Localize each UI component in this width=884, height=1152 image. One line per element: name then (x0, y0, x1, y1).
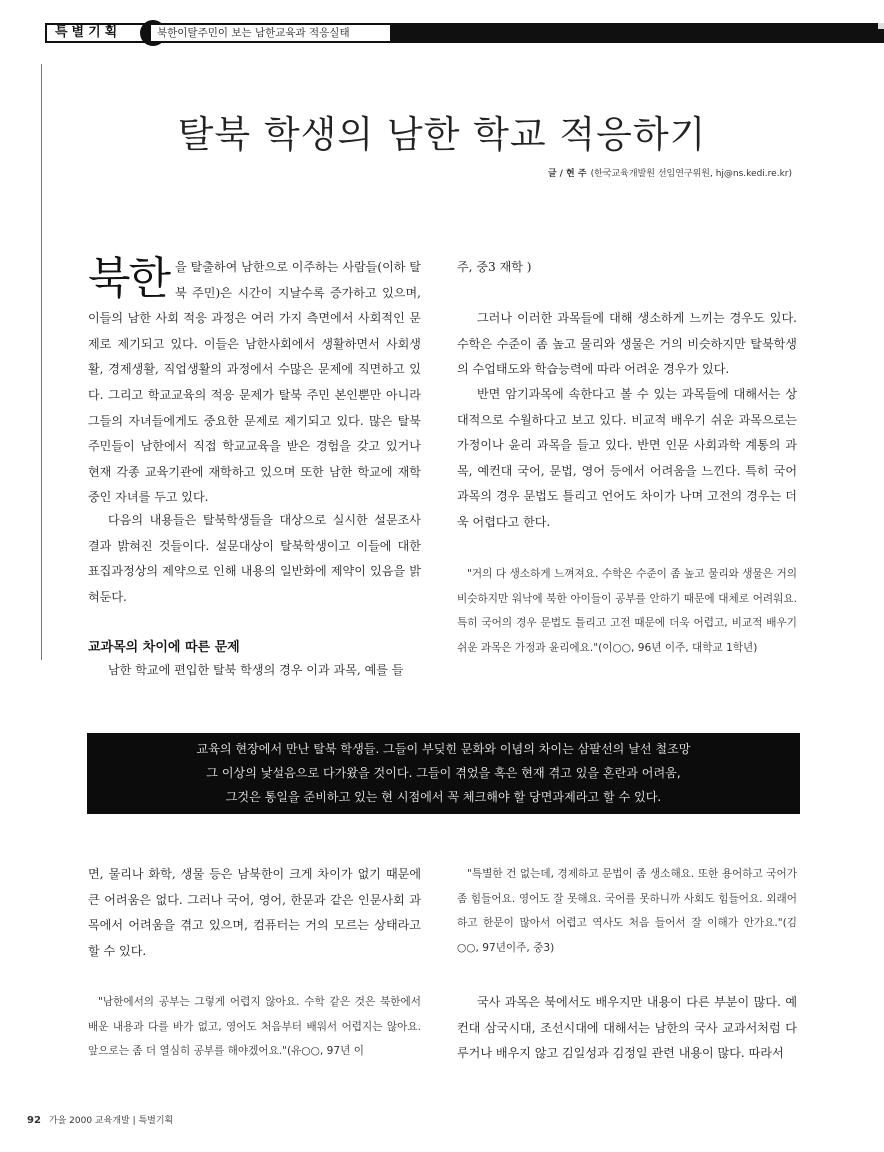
memorization-subjects-paragraph: 반면 암기과목에 속한다고 볼 수 있는 과목들에 대해서는 상대적으로 수월하다고 보고 있다. 비교적 배우기 쉬운 과목으로는 가정이나 윤리 과목을 들고 있다. 반면 인문 사회과학 계통의 과목, 예컨대 국어, 문법, 영어 등에서 어려움을 느낀다. 특히 국어 과목의 경우 문법도 틀리고 언어도 차이가 나며 고전의 경우는 더욱 어렵다고 한다. (457, 387, 797, 529)
continuation-line: 주, 중3 재학 ) (457, 260, 532, 274)
drop-cap: 북한 (88, 253, 170, 304)
header-corner-mark (878, 23, 884, 29)
section-header-bar (45, 23, 884, 43)
article-title: 탈북 학생의 남한 학교 적응하기 (177, 113, 707, 156)
page-footer (27, 1113, 173, 1126)
subject-paragraph-continued: 면, 물리나 화학, 생물 등은 남북한이 크게 차이가 없기 때문에 큰 어려움은 없다. 그러나 국어, 영어, 한문과 같은 인문사회 과목에서 어려움을 겪고 있으며, 컴퓨터는 거의 모르는 상태라고 할 수 있다. (88, 867, 421, 958)
pull-quote-line: 교육의 현장에서 만난 탈북 학생들. 그들이 부딪힌 문화와 이념의 차이는 삼팔선의 날선 철조망 (196, 742, 691, 756)
survey-note-paragraph: 다음의 내용들은 탈북학생들을 대상으로 실시한 설문조사 결과 밝혀진 것들이다. 설문대상이 탈북학생이고 이들에 대한 표집과정상의 제약으로 인해 내용의 일반화에 제약이 있음을 밝혀둔다. (88, 513, 421, 604)
student-quote-2: "남한에서의 공부는 그렇게 어렵지 않아요. 수학 같은 것은 북한에서 배운 내용과 다를 바가 없고, 영어도 처음부터 배워서 어렵지는 않아요. 앞으로는 좀 더 열심히 공부를 해야겠어요."(유○○, 97년 이 (88, 996, 421, 1058)
pull-quote-band (87, 733, 800, 814)
section-subtitle: 북한이탈주민이 보는 남한교육과 적응실태 (149, 23, 392, 43)
history-paragraph: 국사 과목은 북에서도 배우지만 내용이 다른 부분이 많다. 예컨대 삼국시대, 조선시대에 대해서는 남한의 국사 교과서처럼 다루거나 배우지 않고 김일성과 김정일 관련 내용이 많다. 따라서 (457, 995, 797, 1061)
byline-label: 글 / 현 주 (547, 169, 587, 179)
footer-text: 가을 2000 교육개발 | 특별기획 (48, 1116, 174, 1126)
subject-paragraph-start: 남한 학교에 편입한 탈북 학생의 경우 이과 과목, 예를 들 (108, 663, 404, 677)
intro-paragraph (88, 255, 421, 511)
pull-quote-line: 그 이상의 낯설음으로 다가왔을 것이다. 그들이 겪었을 혹은 현재 겪고 있을 혼란과 어려움, (206, 766, 681, 780)
intro-text: 을 탈출하여 남한으로 이주하는 사람들(이하 탈북 주민)은 시간이 지날수록 증가하고 있으며, 이들의 남한 사회 적응 과정은 여러 가지 측면에서 사회적인 문제로 제기되고 있다. 이들은 남한사회에서 생활하면서 사회생활, 경제생활, 직업생활의 과정에서 수많은 문제에 직면하고 있다. 그리고 학교교육의 적응 문제가 탈북 주민 본인뿐만 아니라 그들의 자녀들에게도 중요한 문제로 제기되고 있다. 많은 탈북 주민들이 남한에서 직접 학교교육을 받은 경험을 갖고 있거나 현재 각종 교육기관에 재학하고 있으며 또한 남한 학교에 재학중인 자녀를 두고 있다. (88, 260, 421, 505)
section-subheading: 교과목의 차이에 따른 문제 (88, 640, 240, 655)
student-quote-3: "특별한 건 없는데, 경제하고 문법이 좀 생소해요. 또한 용어하고 국어가 좀 힘들어요. 영어도 잘 못해요. 국어를 못하니까 사회도 힘들어요. 외래어하고 한문이 많아서 어렵고 역사도 처음 들어서 잘 이해가 안가요."(김○○, 97년이주, 중3) (457, 868, 797, 954)
page-number: 92 (27, 1115, 41, 1126)
section-tag: 특별기획 (45, 23, 147, 43)
pull-quote-line: 그것은 통일을 준비하고 있는 현 시점에서 꼭 체크해야 할 당면과제라고 할 수 있다. (225, 790, 662, 804)
byline-info: (한국교육개발원 선임연구위원, hj@ns.kedi.re.kr) (590, 169, 792, 179)
unfamiliar-subjects-paragraph: 그러나 이러한 과목들에 대해 생소하게 느끼는 경우도 있다. 수학은 수준이 좀 높고 물리와 생물은 거의 비슷하지만 탈북학생의 수업태도와 학습능력에 따라 어려운 경우가 있다. (457, 311, 797, 377)
byline (548, 166, 792, 179)
student-quote-1: "거의 다 생소하게 느껴져요. 수학은 수준이 좀 높고 물리와 생물은 거의 비슷하지만 워낙에 북한 아이들이 공부를 안하기 때문에 대체로 어려워요. 특히 국어의 경우 문법도 틀리고 고전 때문에 더욱 어렵고, 비교적 배우기 쉬운 과목은 가정과 윤리에요."(이○○, 96년 이주, 대학교 1학년) (457, 568, 797, 654)
